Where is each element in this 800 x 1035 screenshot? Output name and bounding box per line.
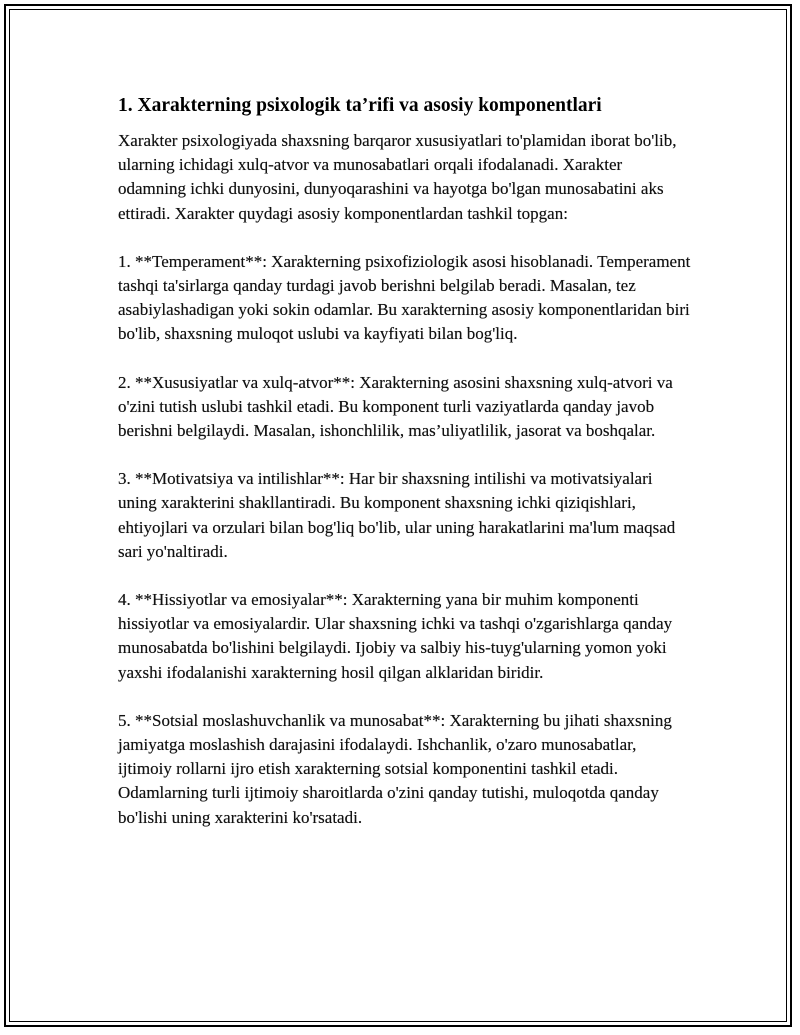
component-emotions: 4. **Hissiyotlar va emosiyalar**: Xarakterning yana bir muhim komponenti hissiyotlar va emosiyalardir. Ular shaxsning ichki va tashqi o'zgarishlarga qanday munosabatda bo'lishini belgilaydi. Ijobiy va salbiy his-tuyg'ularning yomon yoki yaxshi ifodalanishi xarakterning hosil qilgan alklaridan biridir. — [118, 590, 673, 682]
document-body — [118, 93, 693, 854]
component-temperament: 1. **Temperament**: Xarakterning psixofiziologik asosi hisoblanadi. Temperament tashqi ta'sirlarga qanday turdagi javob berishni belgilab beradi. Masalan, tez asabiylashadigan yoki sokin odamlar. Bu xarakterning asosiy komponentlaridan biri bo'lib, shaxsning muloqot uslubi va kayfiyati bilan bog'liq. — [118, 251, 691, 344]
component-social-adaptability: 5. **Sotsial moslashuvchanlik va munosabat**: Xarakterning bu jihati shaxsning jamiyatga moslashish darajasini ifodalaydi. Ishchanlik, o'zaro munosabatlar, ijtimoiy rollarni ijro etish xarakterning sotsial komponentini tashkil etadi. Odamlarning turli ijtimoiy sharoitlarda o'zini qanday tutishi, muloqotda qanday bo'lishi uning xarakterini ko'rsatadi. — [118, 710, 672, 827]
component-traits-behavior: 2. **Xususiyatlar va xulq-atvor**: Xarakterning asosini shaxsning xulq-atvori va o'zini tutish uslubi tashkil etadi. Bu komponent turli vaziyatlarda qanday javob berishni belgilaydi. Masalan, ishonchlilik, mas’uliyatlilik, jasorat va boshqalar. — [118, 372, 673, 441]
document-title: 1. Xarakterning psixologik ta’rifi va asosiy komponentlari — [118, 95, 602, 116]
component-motivation: 3. **Motivatsiya va intilishlar**: Har bir shaxsning intilishi va motivatsiyalari uning xarakterini shakllantiradi. Bu komponent shaxsning ichki qiziqishlari, ehtiyojlari va orzulari bilan bog'liq bo'lib, ular uning harakatlarini ma'lum maqsad sari yo'naltiradi. — [118, 469, 676, 561]
intro-paragraph: Xarakter psixologiyada shaxsning barqaror xususiyatlari to'plamidan iborat bo'lib, ularning ichidagi xulq-atvor va munosabatlari orqali ifodalanadi. Xarakter odamning ichki dunyosini, dunyoqarashini va hayotga bo'lgan munosabatini aks ettiradi. Xarakter quydagi asosiy komponentlardan tashkil topgan: — [118, 131, 677, 223]
